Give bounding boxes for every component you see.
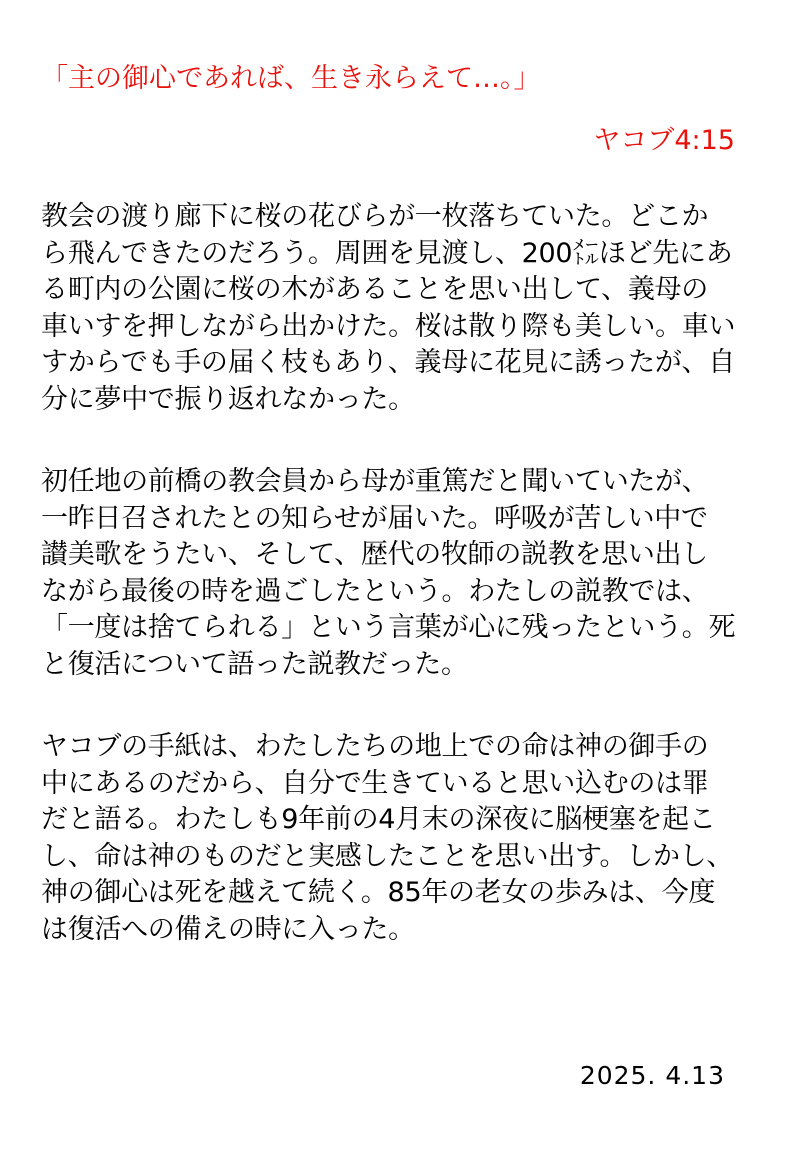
text-line: 一昨日召されたとの知らせが届いた。呼吸が苦しい中で bbox=[41, 502, 708, 534]
text-line: すからでも手の届く枝もあり、義母に花見に誘ったが、自 bbox=[41, 347, 735, 378]
paragraph-2 bbox=[41, 464, 761, 683]
text-line: ヤコブの手紙は、わたしたちの地上での命は神の御手の bbox=[41, 731, 709, 762]
text-line: 車いすを押しながら出かけた。桜は散り際も美しい。車い bbox=[41, 310, 736, 342]
text-line: は復活への備えの時に入った。 bbox=[41, 913, 415, 945]
text-line: と復活について語った説教だった。 bbox=[41, 648, 468, 680]
text-line: る町内の公園に桜の木があることを思い出して、義母の bbox=[41, 274, 708, 305]
body-text bbox=[41, 199, 761, 994]
text-line: し、命は神のものだと実感したことを思い出す。しかし、 bbox=[41, 840, 734, 872]
text-line: ら飛んできたのだろう。周囲を見渡し、200㍍ほど先にあ bbox=[41, 237, 733, 269]
text-line: 讃美歌をうたい、そして、歴代の牧師の説教を思い出し bbox=[41, 539, 708, 570]
text-line: だと語る。わたしも9年前の4月末の深夜に脳梗塞を起こ bbox=[41, 804, 716, 835]
text-line: 初任地の前橋の教会員から母が重篤だと聞いていたが、 bbox=[41, 466, 709, 497]
text-line: ながら最後の時を過ごしたという。わたしの説教では、 bbox=[41, 575, 709, 607]
text-line: 教会の渡り廊下に桜の花びらが一枚落ちていた。どこか bbox=[41, 201, 709, 232]
text-line: 「一度は捨てられる」という言葉が心に残ったという。死 bbox=[41, 612, 736, 643]
paragraph-1 bbox=[41, 199, 761, 418]
text-line: 分に夢中で振り返れなかった。 bbox=[41, 383, 415, 415]
paragraph-3 bbox=[41, 729, 761, 948]
date-stamp: 2025. 4.13 bbox=[579, 1061, 725, 1090]
text-line: 神の御心は死を越えて続く。85年の老女の歩みは、今度 bbox=[41, 877, 716, 908]
text-line: 中にあるのだから、自分で生きていると思い込むのは罪 bbox=[41, 767, 709, 799]
verse-reference: ヤコブ4:15 bbox=[593, 125, 735, 156]
verse-quote: 「主の御心であれば、生き永らえて…。」 bbox=[41, 63, 541, 94]
